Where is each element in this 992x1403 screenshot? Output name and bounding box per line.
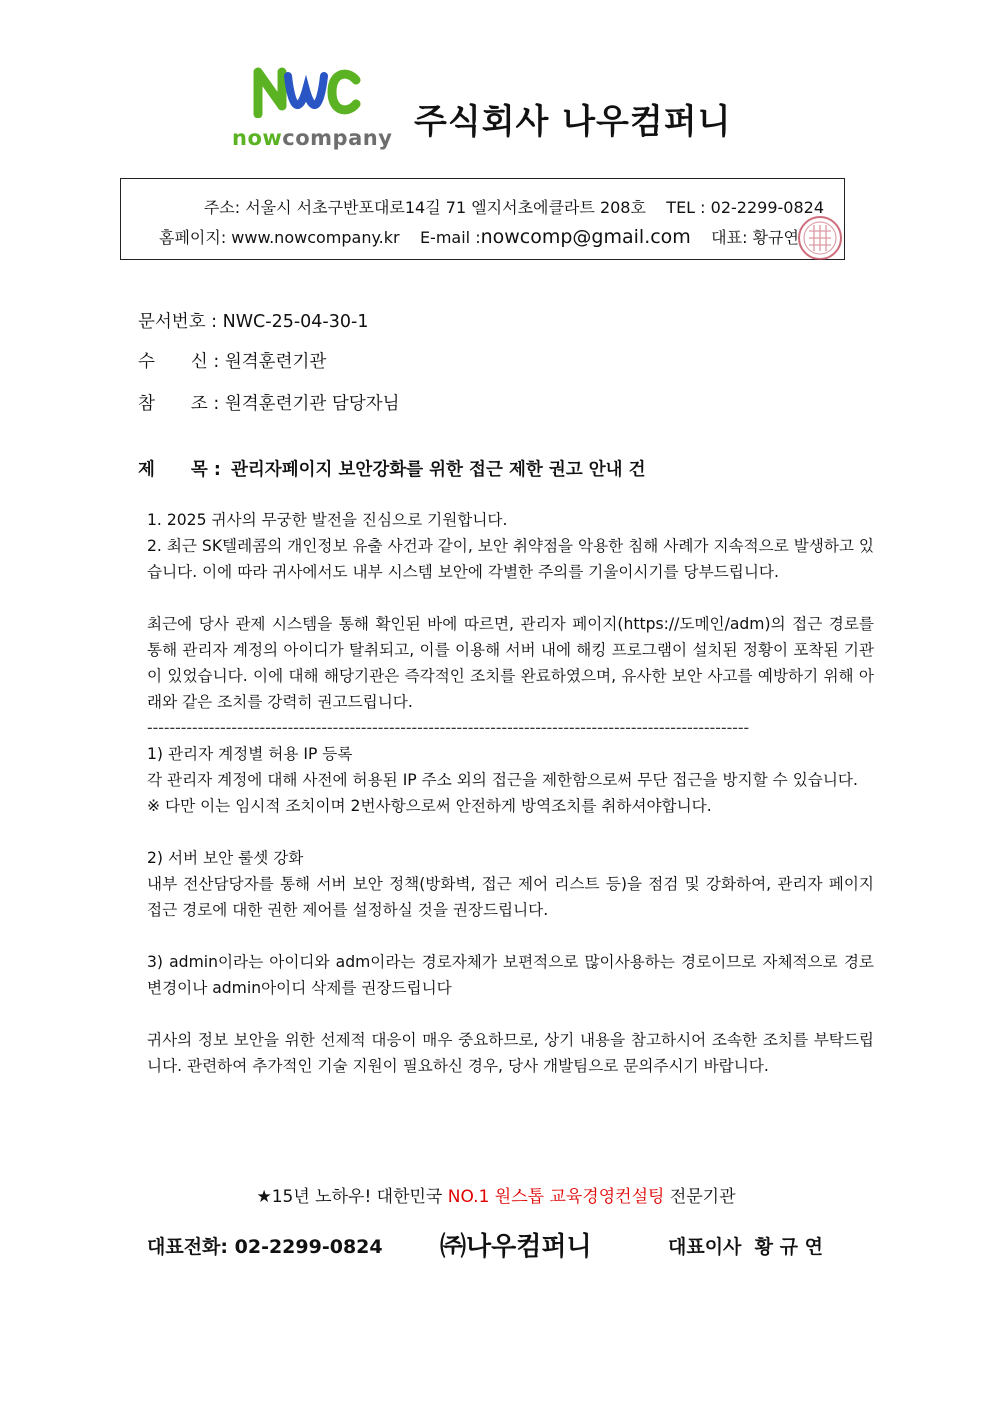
slogan-suffix: 전문기관 [664, 1187, 736, 1207]
slogan [0, 1182, 992, 1207]
telephone: TEL : 02-2299-0824 [666, 198, 824, 217]
footer-company: ㈜나우컴퍼니 [440, 1232, 592, 1262]
recipient: 원격훈련기관 [224, 352, 327, 372]
subject-text: 관리자페이지 보안강화를 위한 접근 제한 권고 안내 건 [231, 460, 646, 480]
item-1-note: ※ 다만 이는 임시적 조치이며 2번사항으로써 안전하게 방역조치를 취하셔야합니다. [147, 797, 712, 815]
company-title: 주식회사 나우컴퍼니 [414, 102, 732, 142]
item-1-title: 1) 관리자 계정별 허용 IP 등록 [147, 745, 353, 763]
reference-row [138, 390, 399, 415]
email: nowcomp@gmail.com [480, 226, 691, 248]
item-3-text: 3) admin이라는 아이디와 adm이라는 경로자체가 보편적으로 많이사용하는 경로이므로 자체적으로 경로변경이나 admin아이디 삭제를 권장드립니다 [147, 953, 874, 997]
subject-label-2: 목 : [190, 460, 221, 480]
company-seal-icon [797, 215, 843, 261]
ceo-name: 대표: 황규연 [711, 228, 799, 247]
item-2-text: 내부 전산담당자를 통해 서버 보안 정책(방화벽, 접근 제어 리스트 등)을 점검 및 강화하여, 관리자 페이지 접근 경로에 대한 권한 제어를 설정하실 것을 권장드립니다. [147, 875, 874, 919]
reference: 원격훈련기관 담당자님 [224, 394, 400, 414]
slogan-prefix: ★15년 노하우! 대한민국 [256, 1187, 448, 1207]
company-logo [232, 66, 392, 156]
homepage: 홈페이지: www.nowcompany.kr [159, 228, 400, 247]
slogan-highlight: NO.1 원스톱 교육경영컨설팅 [447, 1187, 665, 1207]
address: 주소: 서울시 서초구반포대로14길 71 엘지서초에클라트 208호 [203, 198, 646, 217]
letter-body [147, 507, 874, 1079]
reference-label-2: 조 : [190, 394, 220, 414]
address-line [204, 195, 824, 218]
paragraph-background: 2. 최근 SK텔레콤의 개인정보 유출 사건과 같이, 보안 취약점을 악용한 침해 사례가 지속적으로 발생하고 있습니다. 이에 따라 귀사에서도 내부 시스템 보안에 각별한 주의를 기울이시기를 당부드립니다. [147, 537, 874, 581]
paragraph-closing: 귀사의 정보 보안을 위한 선제적 대응이 매우 중요하므로, 상기 내용을 참고하시어 조속한 조치를 부탁드립니다. 관련하여 추가적인 기술 지원이 필요하신 경우, 당사 개발팀으로 문의주시기 바랍니다. [147, 1031, 874, 1075]
email-label: E-mail : [419, 228, 481, 247]
recipient-label: 수 [138, 352, 155, 372]
paragraph-greeting: 1. 2025 귀사의 무궁한 발전을 진심으로 기원합니다. [147, 511, 508, 529]
item-2-title: 2) 서버 보안 룰셋 강화 [147, 849, 304, 867]
footer-ceo: 대표이사 황 규 연 [668, 1236, 823, 1258]
company-info-box [120, 178, 845, 260]
recipient-label-2: 신 : [190, 352, 220, 372]
divider-line: ----------------------------------------------------------------------------------------------------------- [147, 719, 750, 737]
subject-row [138, 456, 646, 481]
document-number: 문서번호 : NWC-25-04-30-1 [138, 312, 369, 332]
item-1-text: 각 관리자 계정에 대해 사전에 허용된 IP 주소 외의 접근을 제한함으로써 무단 접근을 방지할 수 있습니다. [147, 771, 858, 789]
recipient-row [138, 348, 326, 373]
paragraph-incident: 최근에 당사 관제 시스템을 통해 확인된 바에 따르면, 관리자 페이지(https://도메인/adm)의 접근 경로를 통해 관리자 계정의 아이디가 탈취되고, 이를 이용해 서버 내에 해킹 프로그램이 설치된 정황이 포착된 기관이 있었습니다. 이에 대해 해당기관은 즉각적인 조치를 완료하였으며, 유사한 보안 사고를 예방하기 위해 아래와 같은 조치를 강력히 권고드립니다. [147, 615, 874, 711]
contact-line [159, 225, 799, 248]
logo-wordmark: nowcompany [232, 126, 393, 150]
footer-phone: 대표전화: 02-2299-0824 [147, 1236, 383, 1258]
subject-label: 제 [138, 460, 155, 480]
reference-label: 참 [138, 394, 155, 414]
nwc-logo-mark [252, 66, 362, 118]
